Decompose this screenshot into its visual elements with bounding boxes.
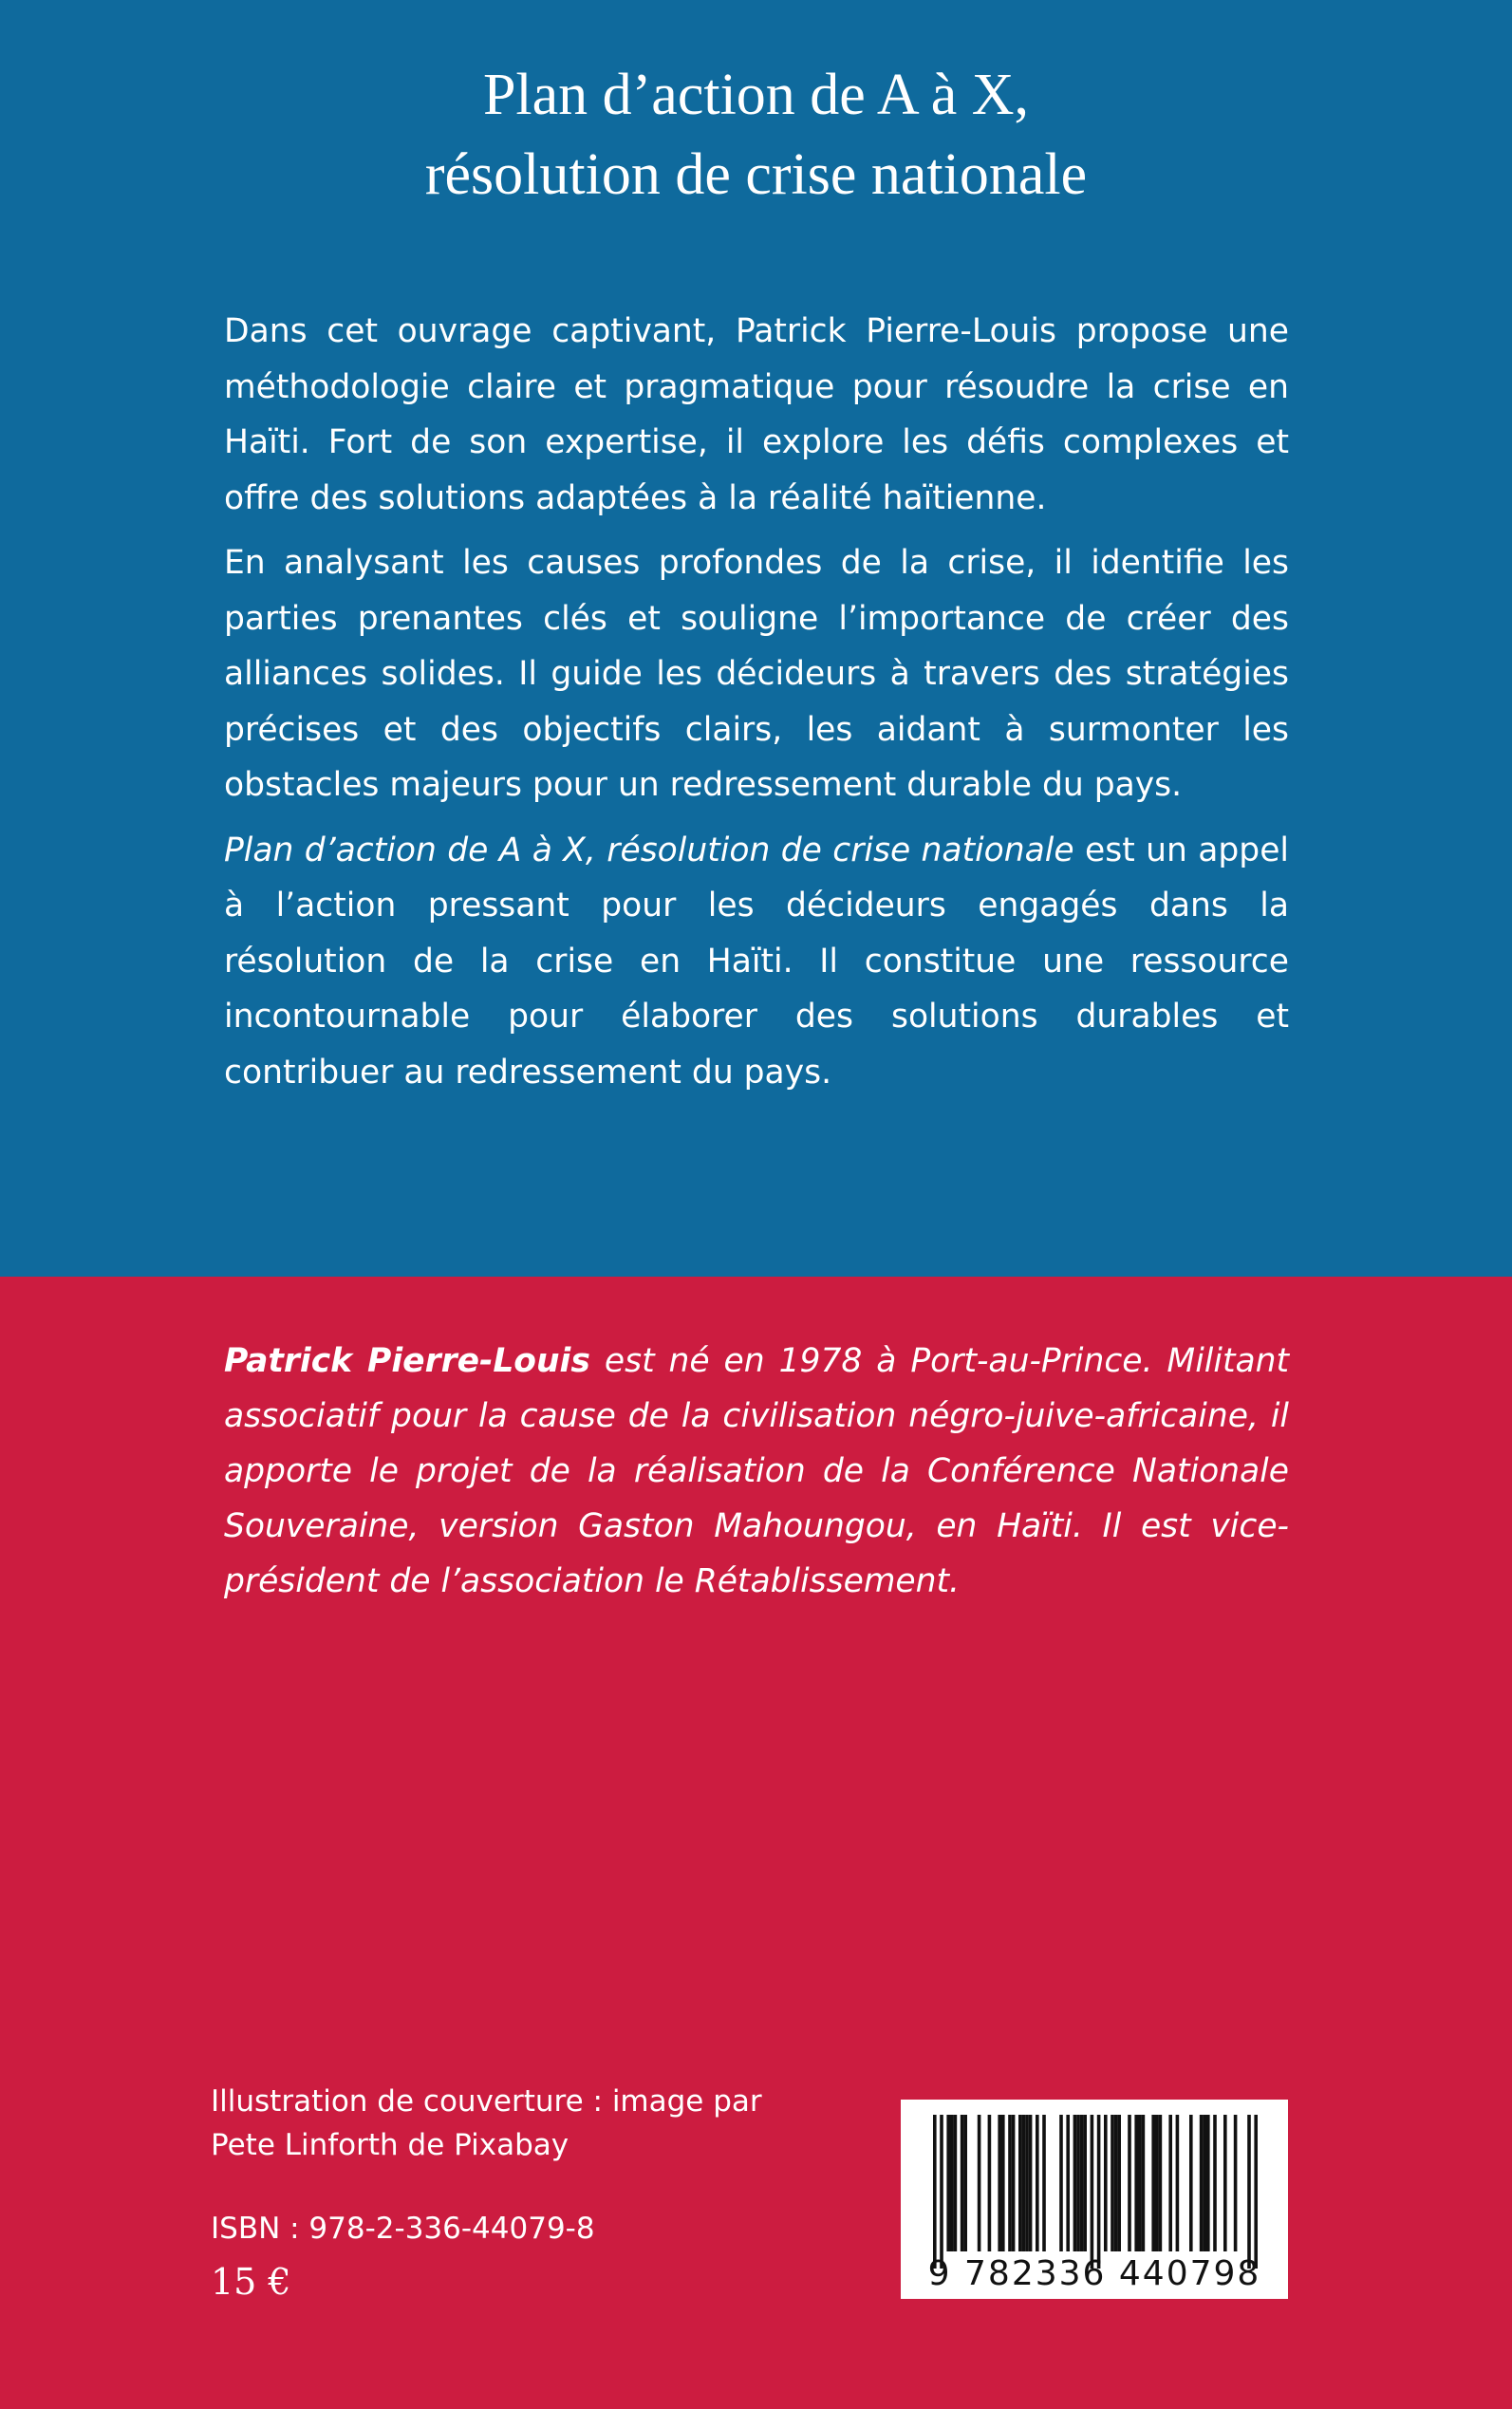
barcode-bar <box>1080 2115 1084 2251</box>
description-book-title-italic: Plan d’action de A à X, résolution de crise nationale <box>224 831 1074 869</box>
barcode-bar <box>1076 2115 1080 2251</box>
barcode-bar <box>1142 2115 1146 2251</box>
barcode-bar <box>1012 2115 1016 2251</box>
barcode-bar <box>1176 2115 1180 2251</box>
barcode-bar <box>1206 2115 1210 2251</box>
barcode-bar <box>1134 2115 1138 2251</box>
barcode-bar <box>963 2115 967 2251</box>
barcode-bar <box>1159 2115 1163 2251</box>
barcode-bar <box>978 2115 981 2251</box>
barcode-bar <box>1189 2115 1193 2251</box>
barcode-bar <box>1036 2115 1039 2251</box>
barcode-bar <box>1104 2115 1108 2251</box>
barcode-bar <box>940 2115 943 2269</box>
barcode-bar <box>1073 2115 1077 2251</box>
book-title-line-2: résolution de crise nationale <box>424 142 1088 207</box>
barcode-bar <box>1059 2115 1063 2251</box>
barcode <box>901 2100 1288 2299</box>
barcode-bar <box>1066 2115 1070 2251</box>
barcode-bar <box>1247 2115 1251 2269</box>
book-title-line-1: Plan d’action de A à X, <box>482 63 1030 127</box>
barcode-bar <box>954 2115 958 2251</box>
barcode-bar <box>1213 2115 1217 2251</box>
author-bio <box>224 1334 1289 1609</box>
barcode-bar <box>1138 2115 1142 2251</box>
book-price: 15 € <box>211 2261 291 2303</box>
barcode-bar <box>1128 2115 1131 2251</box>
cover-illustration-credit: Illustration de couverture : image par Pete Linforth de Pixabay <box>211 2084 762 2162</box>
barcode-bar <box>1203 2115 1206 2251</box>
barcode-bar <box>988 2115 992 2251</box>
barcode-bar <box>1254 2115 1258 2269</box>
barcode-bar <box>1234 2115 1238 2251</box>
barcode-bar <box>1022 2115 1026 2251</box>
barcode-bar <box>1008 2115 1012 2251</box>
barcode-bar <box>1114 2115 1118 2251</box>
barcode-bar <box>1200 2115 1204 2251</box>
barcode-bar <box>1117 2115 1121 2251</box>
book-description <box>224 304 1289 1110</box>
barcode-bar <box>1001 2115 1005 2251</box>
description-paragraph-1: Dans cet ouvrage captivant, Patrick Pierre-Louis propose une méthodologie claire et pragmatique pour résoudre la crise en Haïti. Fort de son expertise, il explore les défis complexes et offre des solutions adaptées à la réalité haïtienne. <box>224 312 1289 517</box>
description-paragraph-3-text: est un appel à l’action pressant pour les décideurs engagés dans la résolution de la crise en Haïti. Il constitue une ressource incontournable pour élaborer des solutions durables et contribuer au redressement du pays. <box>224 831 1289 1092</box>
description-paragraph-2: En analysant les causes profondes de la crise, il identifie les parties prenantes clés et souligne l’importance de créer des alliances solides. Il guide les décideurs à travers des stratégies précises et des objectifs clairs, les aidant à surmonter les obstacles majeurs pour un redressement durable du pays. <box>224 544 1289 804</box>
barcode-bar <box>950 2115 954 2251</box>
barcode-bar <box>1018 2115 1022 2251</box>
barcode-bar <box>1097 2115 1101 2269</box>
barcode-bar <box>933 2115 937 2269</box>
barcode-bar <box>1151 2115 1155 2251</box>
barcode-bar <box>946 2115 950 2251</box>
barcode-bar <box>1029 2115 1033 2251</box>
description-paragraph-3 <box>224 823 1289 1101</box>
author-bio-text: est né en 1978 à Port-au-Prince. Militant associatif pour la cause de la civilisation négro-juive-africaine, il apporte le projet de la réalisation de la Conférence Nationale Souveraine, version Gaston Mahoungou, en Haïti. Il est vice-président de l’association le Rétablissement. <box>224 1342 1290 1600</box>
barcode-bar <box>1111 2115 1114 2251</box>
barcode-bar <box>998 2115 1001 2251</box>
author-name: Patrick Pierre-Louis <box>224 1342 590 1380</box>
isbn-number: ISBN : 978-2-336-44079-8 <box>211 2212 595 2246</box>
barcode-bar <box>1091 2115 1094 2269</box>
book-title <box>0 55 1512 215</box>
barcode-bar <box>1083 2115 1087 2251</box>
barcode-bar <box>1155 2115 1159 2251</box>
barcode-bar <box>1042 2115 1046 2251</box>
barcode-bar <box>1223 2115 1227 2251</box>
barcode-digits: 9 782336 440798 <box>927 2254 1261 2293</box>
barcode-bar <box>961 2115 964 2251</box>
barcode-bar <box>1025 2115 1029 2251</box>
barcode-bar <box>1168 2115 1172 2251</box>
